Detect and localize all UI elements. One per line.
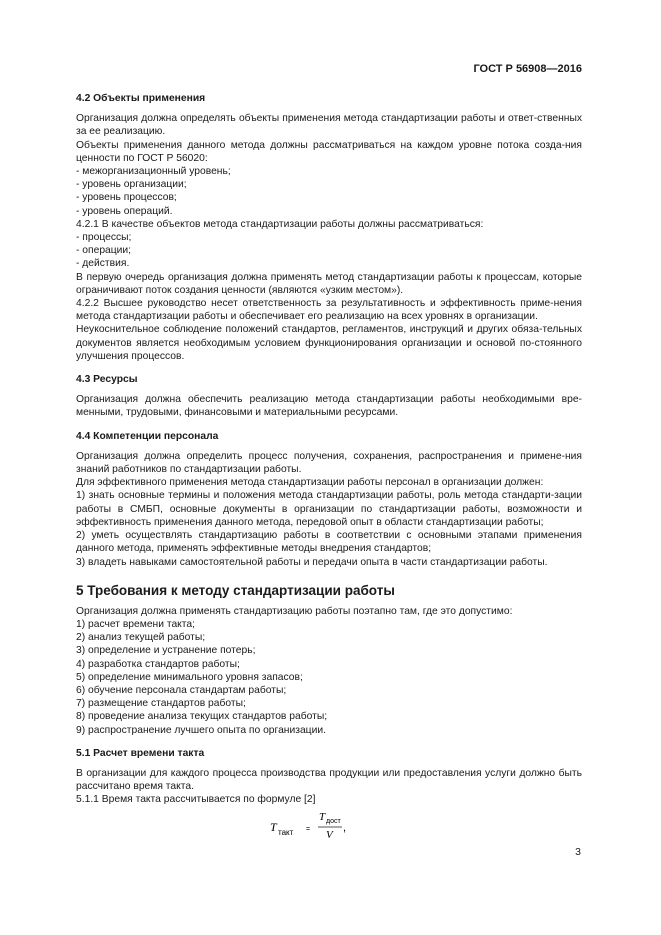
paragraph: Организация должна определить процесс получения, сохранения, распространения и примене-ния знаний работников по стандартизации работы. [76,450,582,476]
list-item: - действия. [76,258,130,270]
section-4-4-title: 4.4 Компетенции персонала [76,430,219,442]
formula-trailing-comma: , [343,822,347,834]
list-item: 4) разработка стандартов работы; [76,658,240,670]
list-item: 2) анализ текущей работы; [76,632,206,644]
paragraph: В первую очередь организация должна применять метод стандартизации работы к процессам, которые ограничивают поток создания ценности (являются «узким местом»). [76,271,582,296]
page-number: 3 [575,846,581,858]
list-item: - уровень организации; [76,179,187,191]
paragraph: Организация должна определять объекты применения метода стандартизации работы и ответ-ственных за ее реализацию. [76,113,582,138]
paragraph: 4.2.1 В качестве объектов метода стандартизации работы должны рассматриваться: [76,218,484,230]
formula-numerator-symbol: T [319,811,326,823]
list-item: 9) распространение лучшего опыта по организации. [76,724,326,736]
paragraph: Объекты применения данного метода должны рассматриваться на каждом уровне потока созда-ния ценности по ГОСТ Р 56020: [76,139,582,164]
paragraph: Организация должна применять стандартизацию работы поэтапно там, где это допустимо: [76,605,513,617]
list-item: 1) расчет времени такта; [76,618,195,630]
formula-denominator: V [326,829,333,841]
list-item: - уровень операций. [76,205,173,217]
document-body [76,92,582,807]
list-item: 8) проведение анализа текущих стандартов работы; [76,711,328,723]
list-item: 7) размещение стандартов работы; [76,698,246,710]
list-item: - процессы; [76,232,132,244]
formula-lhs-subscript: такт [278,828,294,837]
paragraph: Для эффективного применения метода стандартизации работы персонал в организации должен: [76,477,544,489]
list-item: 2) уметь осуществлять стандартизацию работы в соответствии с основными этапами применения данного метода, применять эффективные методы внедрения стандартов; [76,530,582,555]
paragraph: Организация должна обеспечить реализацию метода стандартизации работы необходимыми вре-менными, трудовыми, финансовыми и материальными ресурсами. [76,394,582,419]
paragraph: Неукоснительное соблюдение положений стандартов, регламентов, инструкций и других обяза-тельных документов является необходимым условием функционирования организации и основой по-стоянного улучшения процессов. [76,324,582,362]
list-item: 3) владеть навыками самостоятельной работы и передачи опыта в части стандартизации работы. [76,556,548,568]
paragraph: В организации для каждого процесса производства продукции или предоставления услуги должно быть рассчитано время такта. [76,767,582,793]
paragraph: 5.1.1 Время такта рассчитывается по формуле [2] [76,794,316,806]
formula-equals: = [306,826,311,833]
takt-time-formula [268,807,348,847]
formula-lhs-symbol: T [270,820,277,834]
section-4-3-title: 4.3 Ресурсы [76,374,138,386]
list-item: 5) определение минимального уровня запасов; [76,671,303,683]
list-item: 3) определение и устранение потерь; [76,645,256,657]
doc-code-header: ГОСТ Р 56908—2016 [473,63,582,75]
list-item: - операции; [76,245,132,257]
list-item: - уровень процессов; [76,192,177,204]
section-5-title: 5 Требования к методу стандартизации работы [76,582,395,598]
list-item: - межорганизационный уровень; [76,166,231,178]
section-4-2-title: 4.2 Объекты применения [76,93,206,104]
list-item: 1) знать основные термины и положения метода стандартизации работы, роль метода стандарти-зации работы в СМБП, основные документы в организации по стандартизации работы, возможности и эффективность применения данного метода, передовой опыт в области стандартизации работы; [76,490,582,528]
list-item: 6) обучение персонала стандартам работы; [76,684,287,696]
section-5-1-title: 5.1 Расчет времени такта [76,747,205,759]
formula-numerator-subscript: дост [326,818,341,825]
paragraph: 4.2.2 Высшее руководство несет ответственность за результативность и эффективность приме-нения метода стандартизации работы и обеспечивает его реализацию на всех уровнях в организации. [76,298,582,323]
